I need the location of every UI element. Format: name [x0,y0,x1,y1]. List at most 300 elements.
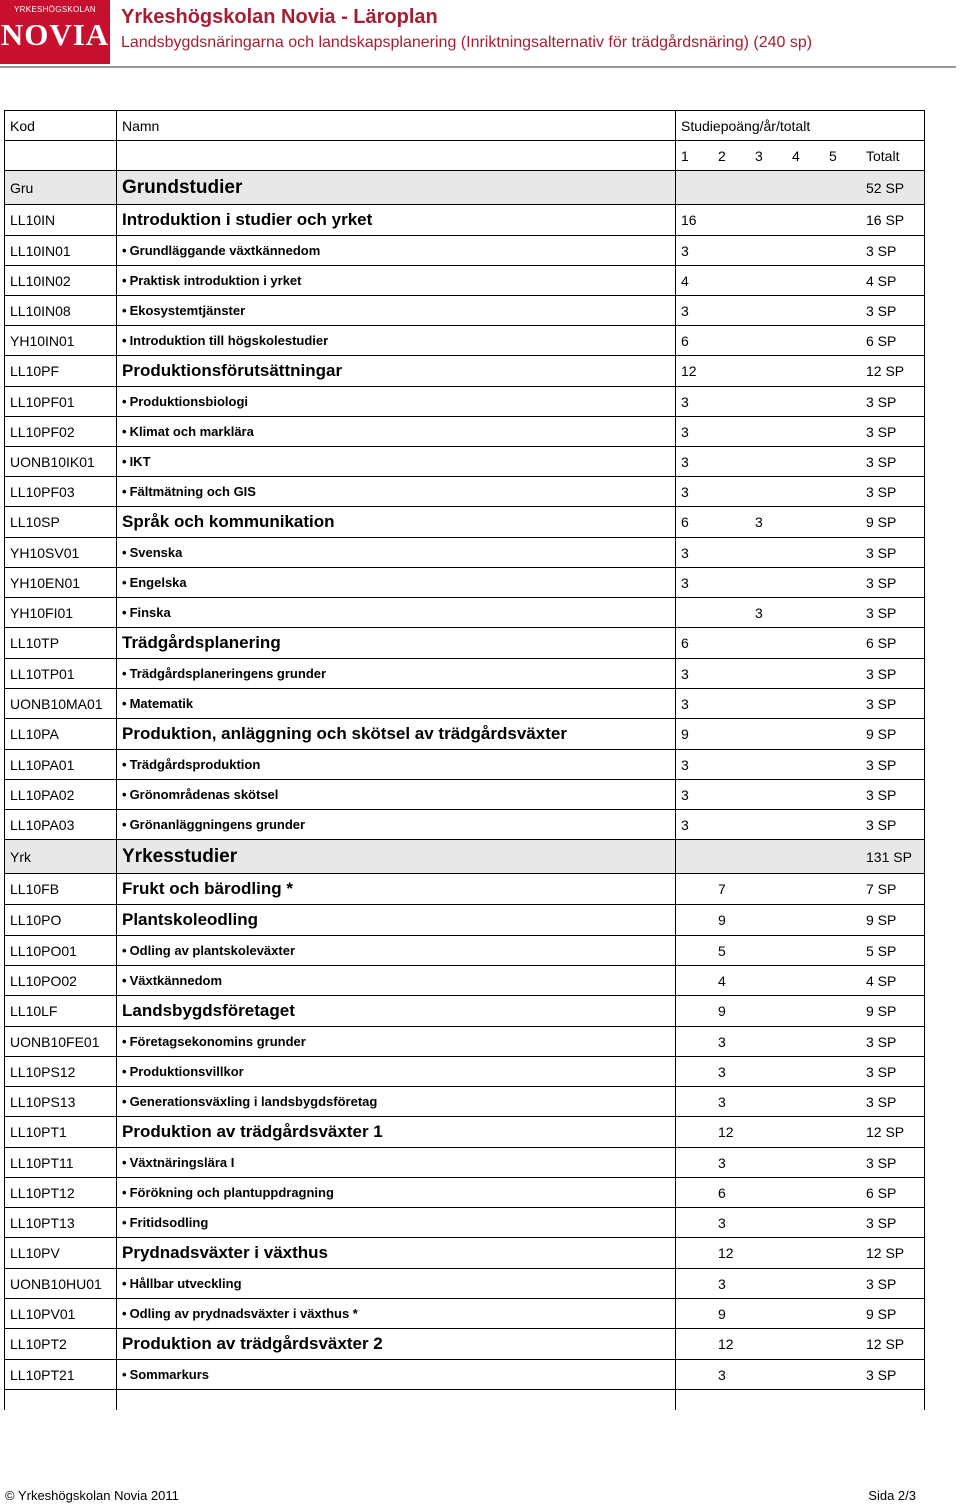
total-credits: 52 SP [861,171,925,205]
year-2-credits: 12 [713,1238,750,1269]
year-5-credits [824,236,861,266]
total-credits: 9 SP [861,996,925,1027]
year-1-credits [676,1117,714,1148]
course-name: Generationsväxling i landsbygdsföretag [129,1094,378,1109]
course-code: LL10TP [5,628,117,659]
year-5-credits [824,628,861,659]
course-name-cell [117,205,676,236]
course-name: Fältmätning och GIS [129,484,256,499]
year-4: 4 [787,141,824,171]
year-2-credits [713,719,750,750]
year-4-credits [787,205,824,236]
year-4-credits [787,447,824,477]
year-2-credits [713,205,750,236]
course-name-cell [117,966,676,996]
year-5-credits [824,966,861,996]
subcourse-row [5,1148,925,1178]
course-name: Produktionsvillkor [129,1064,244,1079]
year-2-credits [713,296,750,326]
course-name-cell [117,689,676,719]
year-4-credits [787,417,824,447]
course-name: Plantskoleodling [122,910,259,929]
subcourse-row [5,1269,925,1299]
year-1-credits: 3 [676,810,714,840]
total-credits: 16 SP [861,205,925,236]
year-5-credits [824,1117,861,1148]
year-5-credits [824,387,861,417]
year-5-credits [824,1360,861,1390]
year-2-credits: 3 [713,1208,750,1238]
year-1-credits: 3 [676,417,714,447]
course-name-cell [117,659,676,689]
total-credits: 6 SP [861,1178,925,1208]
subcourse-row [5,936,925,966]
course-name: Fritidsodling [129,1215,209,1230]
course-name-cell [117,1360,676,1390]
year-3-credits [750,905,787,936]
total-credits: 12 SP [861,1329,925,1360]
bullet-icon: • [122,817,127,832]
year-5-credits [824,1087,861,1117]
year-4-credits [787,1360,824,1390]
subcourse-row [5,1208,925,1238]
course-code: LL10PV [5,1238,117,1269]
subcourse-row [5,1057,925,1087]
course-name: Ekosystemtjänster [129,303,246,318]
year-4-credits [787,1208,824,1238]
year-1-credits [676,1360,714,1390]
bullet-icon: • [122,1215,127,1230]
course-code: LL10PA03 [5,810,117,840]
year-2-credits [713,171,750,205]
year-2-credits: 3 [713,1269,750,1299]
year-4-credits [787,1027,824,1057]
header-kod: Kod [5,111,117,141]
year-5-credits [824,477,861,507]
total-credits: 9 SP [861,507,925,538]
year-3-credits [750,689,787,719]
total-credits: 3 SP [861,1148,925,1178]
empty-cell [750,1390,787,1410]
subcourse-row [5,477,925,507]
course-name: Klimat och marklära [129,424,254,439]
year-3-credits [750,266,787,296]
course-name-cell [117,171,676,205]
subcourse-row [5,326,925,356]
year-3-credits [750,1208,787,1238]
course-name: Produktion av trädgårdsväxter 1 [122,1122,383,1141]
year-3-credits [750,966,787,996]
year-2-credits [713,538,750,568]
year-1-credits [676,1178,714,1208]
bullet-icon: • [122,696,127,711]
year-1-credits: 3 [676,689,714,719]
year-2-credits: 9 [713,1299,750,1329]
year-5-credits [824,1269,861,1299]
year-5-credits [824,417,861,447]
course-code: YH10IN01 [5,326,117,356]
year-2-credits [713,387,750,417]
bullet-icon: • [122,1155,127,1170]
bullet-icon: • [122,757,127,772]
total-credits: 3 SP [861,236,925,266]
total-credits: 3 SP [861,1208,925,1238]
year-5-credits [824,598,861,628]
bullet-icon: • [122,333,127,348]
year-1-credits [676,996,714,1027]
year-4-credits [787,387,824,417]
total-credits: 3 SP [861,689,925,719]
course-name-cell [117,296,676,326]
course-name: Prydnadsväxter i växthus [122,1243,328,1262]
subcourse-row [5,417,925,447]
course-name: Växtnäringslära I [129,1155,235,1170]
year-2-credits: 12 [713,1329,750,1360]
total-credits: 4 SP [861,966,925,996]
header-studiepoang: Studiepoäng/år/totalt [676,111,925,141]
year-2-credits [713,236,750,266]
header-blank-namn [117,141,676,171]
year-4-credits [787,810,824,840]
year-2-credits [713,628,750,659]
year-1-credits: 16 [676,205,714,236]
course-name: Grönanläggningens grunder [129,817,306,832]
year-4-credits [787,171,824,205]
year-1-credits: 4 [676,266,714,296]
bullet-icon: • [122,303,127,318]
subcourse-row [5,538,925,568]
course-name-cell [117,1117,676,1148]
year-5-credits [824,266,861,296]
empty-cell [713,1390,750,1410]
empty-cell [787,1390,824,1410]
year-5-credits [824,689,861,719]
subcourse-row [5,568,925,598]
course-code: YH10SV01 [5,538,117,568]
bullet-icon: • [122,1306,127,1321]
year-3-credits [750,936,787,966]
year-1-credits [676,598,714,628]
course-row [5,996,925,1027]
year-3-credits [750,810,787,840]
course-row [5,1238,925,1269]
year-3-credits [750,205,787,236]
year-2-credits [713,840,750,874]
year-2-credits: 12 [713,1117,750,1148]
total-credits: 4 SP [861,266,925,296]
year-2-credits: 3 [713,1057,750,1087]
year-1-credits [676,905,714,936]
year-1-credits [676,966,714,996]
year-4-credits [787,1269,824,1299]
year-5-credits [824,659,861,689]
year-3-credits [750,874,787,905]
group-row [5,840,925,874]
year-4-credits [787,477,824,507]
course-name: Trädgårdsproduktion [129,757,261,772]
year-4-credits [787,905,824,936]
course-name: Produktion, anläggning och skötsel av trädgårdsväxter [122,724,567,743]
year-2-credits: 7 [713,874,750,905]
course-name-cell [117,1299,676,1329]
year-2-credits [713,477,750,507]
year-4-credits [787,1057,824,1087]
bullet-icon: • [122,394,127,409]
year-3-credits [750,1087,787,1117]
course-name-cell [117,1178,676,1208]
subcourse-row [5,387,925,417]
course-name-cell [117,507,676,538]
total-credits: 3 SP [861,1360,925,1390]
year-4-credits [787,936,824,966]
course-row [5,719,925,750]
year-5-credits [824,1299,861,1329]
year-5-credits [824,810,861,840]
subcourse-row [5,1178,925,1208]
year-3-credits [750,236,787,266]
year-4-credits [787,996,824,1027]
year-3-credits [750,387,787,417]
total-credits: 3 SP [861,780,925,810]
empty-cell [117,1390,676,1410]
year-5-credits [824,1027,861,1057]
year-1-credits: 3 [676,387,714,417]
year-1-credits [676,1087,714,1117]
year-1-credits [676,874,714,905]
year-3-credits [750,477,787,507]
bullet-icon: • [122,1034,127,1049]
total-credits: 12 SP [861,1238,925,1269]
year-2-credits [713,780,750,810]
year-4-credits [787,266,824,296]
year-5-credits [824,326,861,356]
course-name-cell [117,840,676,874]
course-name-cell [117,719,676,750]
year-3-credits [750,1178,787,1208]
year-5-credits [824,507,861,538]
subcourse-row [5,1299,925,1329]
total-credits: 7 SP [861,874,925,905]
course-code: LL10PT1 [5,1117,117,1148]
course-name: Växtkännedom [129,973,223,988]
year-3-credits [750,1027,787,1057]
course-code: LL10IN08 [5,296,117,326]
year-2-credits: 6 [713,1178,750,1208]
course-name-cell [117,1238,676,1269]
total-credits: 3 SP [861,659,925,689]
year-2-credits: 4 [713,966,750,996]
course-code: LL10PO02 [5,966,117,996]
year-3-credits [750,538,787,568]
year-3-credits [750,296,787,326]
year-3-credits: 3 [750,507,787,538]
total-credits: 9 SP [861,719,925,750]
year-3-credits [750,719,787,750]
total-credits: 3 SP [861,477,925,507]
total-credits: 6 SP [861,326,925,356]
course-code: YH10FI01 [5,598,117,628]
course-name-cell [117,750,676,780]
year-2-credits: 9 [713,905,750,936]
course-name: Introduktion i studier och yrket [122,210,373,229]
year-1-credits: 3 [676,780,714,810]
year-1-credits [676,1057,714,1087]
year-3-credits [750,417,787,447]
course-name-cell [117,780,676,810]
year-1-credits: 6 [676,628,714,659]
course-code: LL10PT11 [5,1148,117,1178]
header-namn: Namn [117,111,676,141]
year-5-credits [824,1148,861,1178]
course-name-cell [117,1208,676,1238]
year-5-credits [824,719,861,750]
subcourse-row [5,1360,925,1390]
year-5-credits [824,356,861,387]
year-1-credits [676,1238,714,1269]
total-credits: 6 SP [861,628,925,659]
course-row [5,1117,925,1148]
year-5-credits [824,1208,861,1238]
course-code: LL10PO [5,905,117,936]
year-1-credits: 3 [676,236,714,266]
bullet-icon: • [122,973,127,988]
year-5-credits [824,1057,861,1087]
course-code: LL10PS12 [5,1057,117,1087]
bullet-icon: • [122,545,127,560]
year-1: 1 [676,141,714,171]
total-credits: 3 SP [861,447,925,477]
bullet-icon: • [122,787,127,802]
subcourse-row [5,447,925,477]
course-name-cell [117,905,676,936]
course-code: LL10PF03 [5,477,117,507]
course-name: Engelska [129,575,187,590]
total-credits: 9 SP [861,905,925,936]
total-credits: 12 SP [861,356,925,387]
subcourse-row [5,1027,925,1057]
year-3: 3 [750,141,787,171]
bullet-icon: • [122,424,127,439]
course-name: Praktisk introduktion i yrket [129,273,302,288]
course-name: Företagsekonomins grunder [129,1034,306,1049]
year-5-credits [824,1329,861,1360]
course-name-cell [117,266,676,296]
total-credits: 3 SP [861,1027,925,1057]
year-5-credits [824,296,861,326]
course-name: Hållbar utveckling [129,1276,242,1291]
year-5-credits [824,447,861,477]
subcourse-row [5,689,925,719]
course-name: Produktion av trädgårdsväxter 2 [122,1334,383,1353]
course-code: LL10IN [5,205,117,236]
bullet-icon: • [122,273,127,288]
year-3-credits [750,1117,787,1148]
course-name-cell [117,996,676,1027]
course-name: Odling av plantskoleväxter [129,943,296,958]
course-code: LL10PT2 [5,1329,117,1360]
year-5-credits [824,840,861,874]
year-2-credits [713,266,750,296]
year-1-credits: 12 [676,356,714,387]
total-credits: 3 SP [861,750,925,780]
year-1-credits: 6 [676,326,714,356]
bullet-icon: • [122,1367,127,1382]
empty-cell [861,1390,925,1410]
year-3-credits [750,1269,787,1299]
course-name-cell [117,936,676,966]
total-credits: 5 SP [861,936,925,966]
course-code: LL10PA [5,719,117,750]
year-5-credits [824,1238,861,1269]
group-row [5,171,925,205]
course-code: LL10IN02 [5,266,117,296]
year-2-credits [713,326,750,356]
year-4-credits [787,1329,824,1360]
course-row [5,205,925,236]
course-name: Svenska [129,545,183,560]
year-1-credits [676,1148,714,1178]
empty-cell [5,1390,117,1410]
year-3-credits [750,326,787,356]
total-credits: 3 SP [861,538,925,568]
year-1-credits: 3 [676,750,714,780]
course-name: Grundstudier [122,176,243,198]
year-4-credits [787,966,824,996]
year-5-credits [824,780,861,810]
year-3-credits [750,1057,787,1087]
table-year-row [5,141,925,171]
total-credits: 3 SP [861,387,925,417]
subcourse-row [5,598,925,628]
course-name: Introduktion till högskolestudier [129,333,329,348]
course-name-cell [117,598,676,628]
course-code: LL10LF [5,996,117,1027]
subcourse-row [5,1087,925,1117]
course-code: LL10PA02 [5,780,117,810]
subcourse-row [5,659,925,689]
course-code: LL10PO01 [5,936,117,966]
year-4-credits [787,874,824,905]
year-3-credits [750,447,787,477]
course-name-cell [117,326,676,356]
year-2-credits [713,507,750,538]
year-1-credits: 3 [676,659,714,689]
year-1-credits: 3 [676,538,714,568]
course-name: Landsbygdsföretaget [122,1001,295,1020]
subcourse-row [5,966,925,996]
subcourse-row [5,236,925,266]
course-code: YH10EN01 [5,568,117,598]
course-row [5,905,925,936]
course-row [5,874,925,905]
course-code: LL10IN01 [5,236,117,266]
total-credits: 131 SP [861,840,925,874]
course-name-cell [117,628,676,659]
year-3-credits [750,1148,787,1178]
year-3-credits [750,659,787,689]
course-name: Språk och kommunikation [122,512,335,531]
course-name-cell [117,1027,676,1057]
bullet-icon: • [122,943,127,958]
course-code: LL10PT21 [5,1360,117,1390]
subcourse-row [5,266,925,296]
year-1-credits [676,840,714,874]
year-5-credits [824,1178,861,1208]
year-4-credits [787,689,824,719]
year-1-credits: 9 [676,719,714,750]
logo-brand-text: NOVIA [0,17,110,52]
year-1-credits: 6 [676,507,714,538]
